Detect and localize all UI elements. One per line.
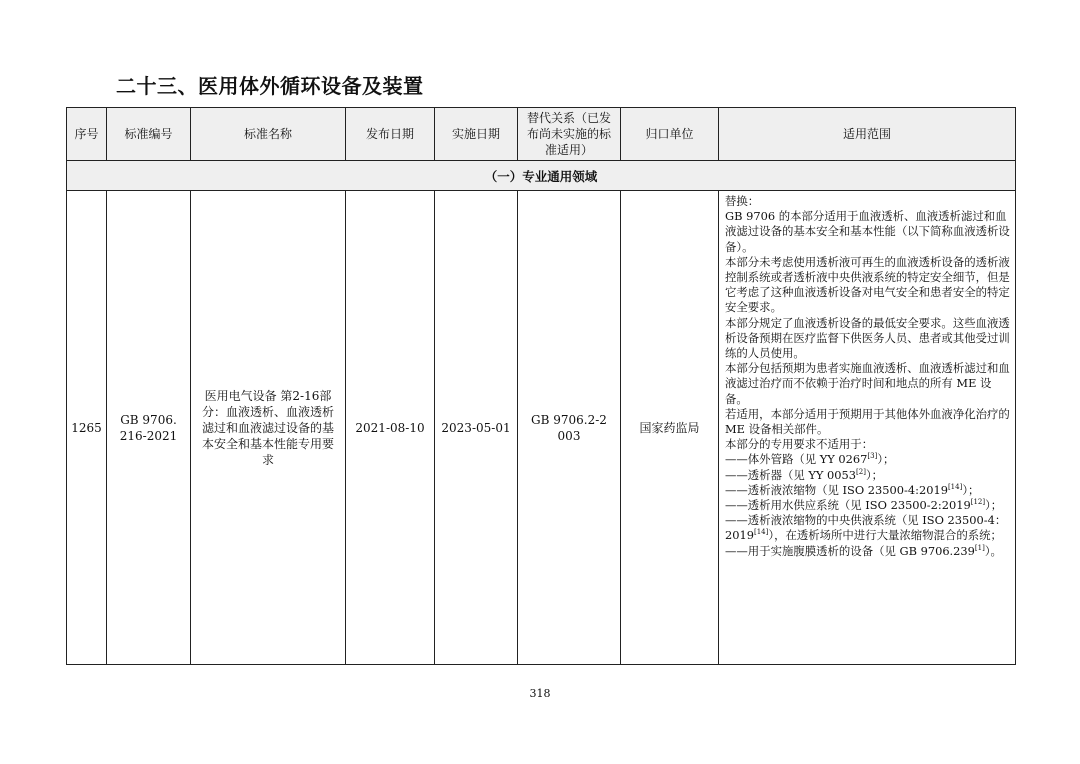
cell-scope — [719, 191, 1016, 665]
scope-item-text: ——透析液浓缩物（见 ISO 23500-4:2019 — [725, 482, 948, 497]
reference-mark: [1] — [974, 543, 985, 552]
cell-seq: 1265 — [67, 191, 107, 665]
scope-list-item — [725, 544, 1010, 559]
scope-paragraph: 本部分规定了血液透析设备的最低安全要求。这些血液透析设备预期在医疗监督下供医务人员、患者或其他受过训练的人员使用。 — [725, 315, 1010, 361]
scope-list-item — [725, 483, 1010, 498]
scope-paragraph: 替换： — [725, 194, 760, 208]
cell-name: 医用电气设备 第2-16部分：血液透析、血液透析滤过和血液滤过设备的基本安全和基本性能专用要求 — [191, 191, 346, 665]
scope-item-end: ）； — [962, 482, 980, 497]
reference-mark: [3] — [867, 452, 878, 461]
cell-authority: 国家药监局 — [621, 191, 719, 665]
scope-item-end: ）； — [985, 498, 1003, 513]
scope-list-item — [725, 498, 1010, 513]
cell-replaces: GB 9706.2-2003 — [518, 191, 621, 665]
page-title: 二十三、医用体外循环设备及装置 — [116, 74, 424, 98]
reference-mark: [2] — [856, 467, 866, 476]
header-code: 标准编号 — [107, 108, 191, 161]
cell-impl-date: 2023-05-01 — [435, 191, 518, 665]
scope-item-text: ——透析器（见 YY 0053 — [725, 467, 857, 482]
scope-item-text: ——透析液浓缩物的中央供液系统（见 ISO 23500-4：2019 — [725, 513, 1007, 543]
scope-paragraph: 本部分的专用要求不适用于： — [725, 437, 874, 452]
header-scope: 适用范围 — [719, 108, 1016, 161]
scope-item-text: ——体外管路（见 YY 0267 — [725, 452, 868, 467]
scope-item-end: ）。 — [984, 543, 1002, 558]
header-row — [67, 108, 1016, 161]
header-name: 标准名称 — [191, 108, 346, 161]
section-row — [67, 161, 1016, 191]
scope-list-item — [725, 452, 1010, 467]
scope-item-end: ），在透析场所中进行大量浓缩物混合的系统； — [768, 528, 1002, 543]
header-seq: 序号 — [67, 108, 107, 161]
scope-list-item — [725, 513, 1010, 543]
table-row — [67, 191, 1016, 665]
standards-table — [66, 107, 1016, 665]
scope-item-end: ）； — [865, 467, 884, 482]
page-number: 318 — [529, 687, 551, 700]
header-replaces: 替代关系（已发布尚未实施的标准适用） — [518, 108, 621, 161]
section-title: （一）专业通用领域 — [67, 161, 1016, 191]
scope-paragraph: 若适用，本部分适用于预期用于其他体外血液净化治疗的 ME 设备相关部件。 — [725, 406, 1010, 437]
reference-mark: [12] — [970, 498, 986, 507]
header-impl-date: 实施日期 — [435, 108, 518, 161]
scope-item-end: ）； — [877, 452, 895, 467]
cell-code: GB 9706.216-2021 — [107, 191, 191, 665]
reference-mark: [14] — [754, 528, 769, 537]
header-authority: 归口单位 — [621, 108, 719, 161]
reference-mark: [14] — [947, 483, 963, 492]
scope-paragraph: 本部分包括预期为患者实施血液透析、血液透析滤过和血液滤过治疗而不依赖于治疗时间和地点的所有 ME 设备。 — [725, 361, 1010, 406]
scope-paragraph: GB 9706 的本部分适用于血液透析、血液透析滤过和血液滤过设备的基本安全和基本性能（以下简称血液透析设备）。 — [725, 209, 1010, 254]
cell-issue-date: 2021-08-10 — [346, 191, 435, 665]
scope-paragraph: 本部分未考虑使用透析液可再生的血液透析设备的透析液控制系统或者透析液中央供液系统的特定安全细节，但是它考虑了这种血液透析设备对电气安全和患者安全的特定安全要求。 — [725, 254, 1010, 315]
scope-item-text: ——透析用水供应系统（见 ISO 23500-2:2019 — [725, 498, 971, 513]
header-issue-date: 发布日期 — [346, 108, 435, 161]
scope-item-text: ——用于实施腹膜透析的设备（见 GB 9706.239 — [725, 543, 975, 558]
scope-list-item — [725, 468, 1010, 483]
